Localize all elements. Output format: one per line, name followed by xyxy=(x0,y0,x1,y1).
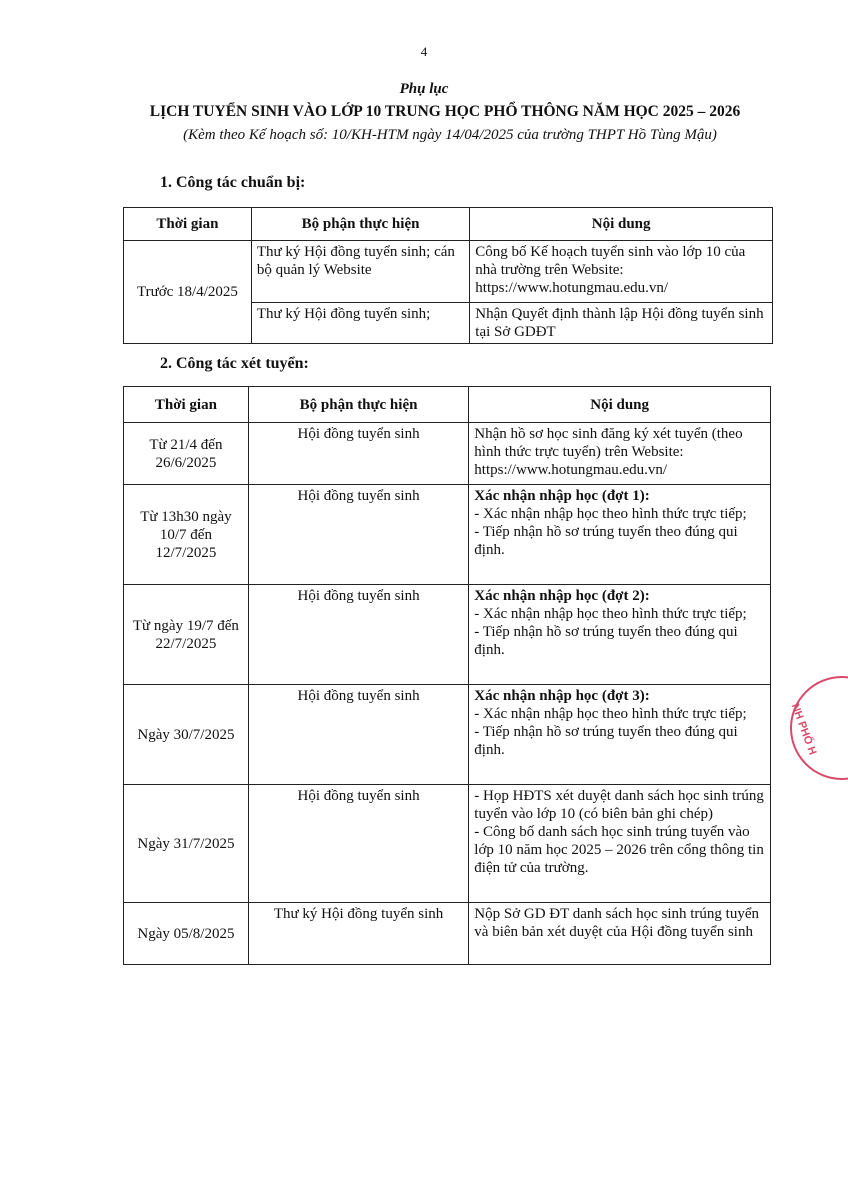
header-time: Thời gian xyxy=(124,387,249,423)
preparation-table xyxy=(123,207,773,344)
table-row xyxy=(124,485,771,585)
cell-dept: Hội đồng tuyển sinh xyxy=(248,585,468,685)
cell-time: Từ ngày 19/7 đến 22/7/2025 xyxy=(124,585,249,685)
table-row xyxy=(124,423,771,485)
content-line: - Tiếp nhận hồ sơ trúng tuyển theo đúng qui định. xyxy=(474,724,738,758)
content-line: - Xác nhận nhập học theo hình thức trực tiếp; xyxy=(474,606,747,622)
content-title: Xác nhận nhập học (đợt 1): xyxy=(474,488,650,504)
section-2-heading: 2. Công tác xét tuyển: xyxy=(160,355,309,372)
content-line: - Công bố danh sách học sinh trúng tuyển vào lớp 10 năm học 2025 – 2026 trên cổng thông tin điện tử của trường. xyxy=(474,824,764,876)
document-title: LỊCH TUYỂN SINH VÀO LỚP 10 TRUNG HỌC PHỔ THÔNG NĂM HỌC 2025 – 2026 xyxy=(149,103,741,120)
cell-content xyxy=(469,785,771,903)
section-1-heading: 1. Công tác chuẩn bị: xyxy=(160,174,306,191)
cell-content xyxy=(469,685,771,785)
header-dept: Bộ phận thực hiện xyxy=(251,208,469,241)
document-subtitle: (Kèm theo Kế hoạch số: 10/KH-HTM ngày 14/04/2025 của trường THPT Hồ Tùng Mậu) xyxy=(183,127,717,143)
content-line: - Tiếp nhận hồ sơ trúng tuyển theo đúng qui định. xyxy=(474,524,738,558)
header-content: Nội dung xyxy=(470,208,773,241)
content-line: Nhận hồ sơ học sinh đăng ký xét tuyển (theo hình thức trực tuyển) trên Website: https://www.hotungmau.edu.vn/ xyxy=(474,426,743,478)
cell-dept: Thư ký Hội đồng tuyển sinh xyxy=(248,903,468,965)
page-number: 4 xyxy=(420,44,428,59)
content-title: Xác nhận nhập học (đợt 3): xyxy=(474,688,650,704)
cell-dept: Hội đồng tuyển sinh xyxy=(248,485,468,585)
content-line: Nộp Sở GD ĐT danh sách học sinh trúng tuyển và biên bản xét duyệt của Hội đồng tuyển sinh xyxy=(474,906,759,940)
cell-time: Ngày 31/7/2025 xyxy=(124,785,249,903)
content-line: - Tiếp nhận hồ sơ trúng tuyển theo đúng qui định. xyxy=(474,624,738,658)
table-row xyxy=(124,685,771,785)
cell-time: Ngày 05/8/2025 xyxy=(124,903,249,965)
cell-time: Từ 21/4 đến 26/6/2025 xyxy=(124,423,249,485)
cell-content xyxy=(469,423,771,485)
cell-content: Nhận Quyết định thành lập Hội đồng tuyển sinh tại Sở GDĐT xyxy=(470,303,773,344)
cell-time: Trước 18/4/2025 xyxy=(124,241,252,344)
cell-content xyxy=(469,485,771,585)
content-line: - Xác nhận nhập học theo hình thức trực tiếp; xyxy=(474,706,747,722)
header-dept: Bộ phận thực hiện xyxy=(248,387,468,423)
content-title: Xác nhận nhập học (đợt 2): xyxy=(474,588,650,604)
table-row xyxy=(124,785,771,903)
table-row xyxy=(124,903,771,965)
cell-content xyxy=(469,903,771,965)
stamp-text: NH PHỐ H xyxy=(788,702,819,757)
cell-time: Từ 13h30 ngày 10/7 đến 12/7/2025 xyxy=(124,485,249,585)
table-row xyxy=(124,585,771,685)
table-header-row xyxy=(124,208,773,241)
admission-table xyxy=(123,386,771,965)
content-line: - Xác nhận nhập học theo hình thức trực tiếp; xyxy=(474,506,747,522)
header-content: Nội dung xyxy=(469,387,771,423)
cell-content: Công bố Kế hoạch tuyển sinh vào lớp 10 của nhà trường trên Website: https://www.hotungmau.edu.vn/ xyxy=(470,241,773,303)
cell-dept: Thư ký Hội đồng tuyển sinh; cán bộ quản lý Website xyxy=(251,241,469,303)
table-header-row xyxy=(124,387,771,423)
cell-dept: Thư ký Hội đồng tuyển sinh; xyxy=(251,303,469,344)
table-row xyxy=(124,241,773,303)
cell-dept: Hội đồng tuyển sinh xyxy=(248,785,468,903)
appendix-title: Phụ lục xyxy=(399,81,449,97)
cell-dept: Hội đồng tuyển sinh xyxy=(248,423,468,485)
cell-time: Ngày 30/7/2025 xyxy=(124,685,249,785)
content-line: - Họp HĐTS xét duyệt danh sách học sinh trúng tuyển vào lớp 10 (có biên bản ghi chép) xyxy=(474,788,764,822)
cell-dept: Hội đồng tuyển sinh xyxy=(248,685,468,785)
cell-content xyxy=(469,585,771,685)
header-time: Thời gian xyxy=(124,208,252,241)
